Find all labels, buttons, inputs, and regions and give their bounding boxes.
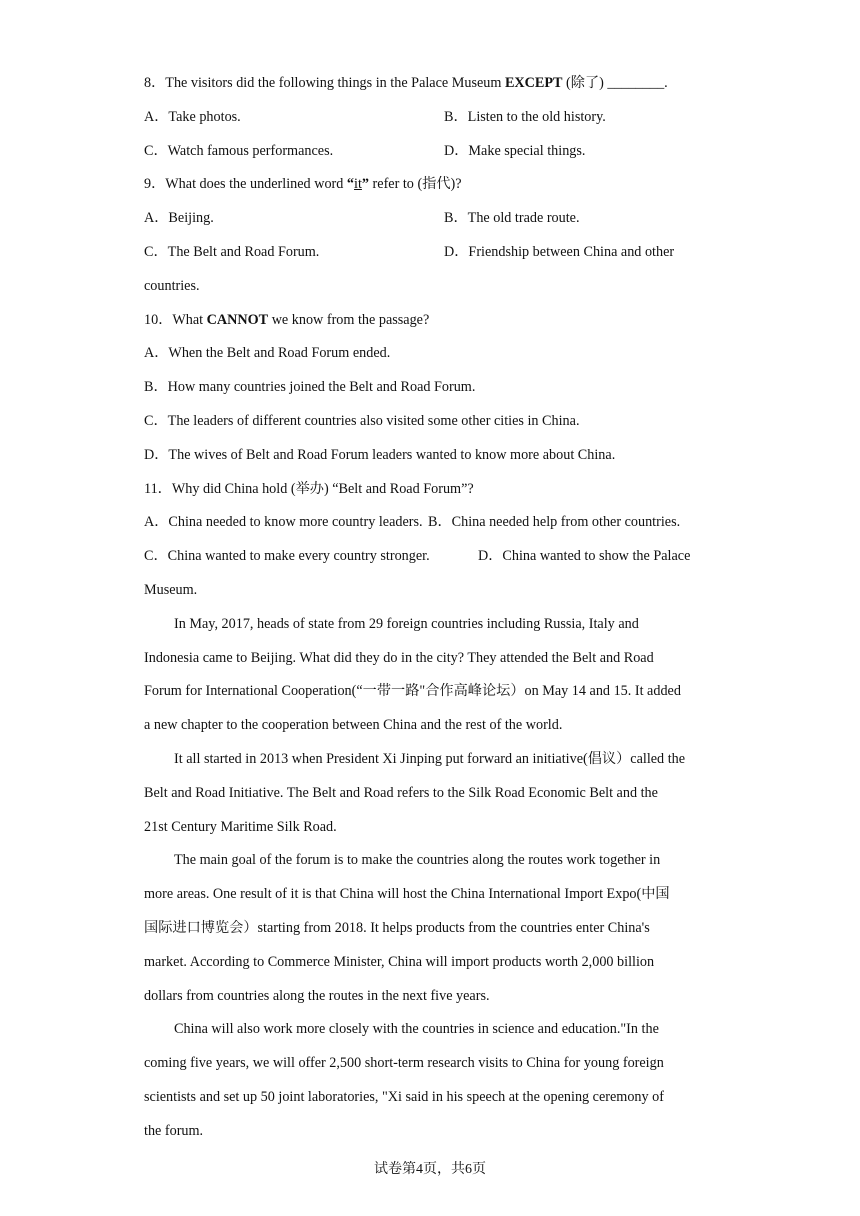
passage-line: 21st Century Maritime Silk Road. <box>144 819 337 835</box>
passage-line: In May, 2017, heads of state from 29 foreign countries including Russia, Italy and <box>174 616 639 632</box>
q10-stem-emphasis: CANNOT <box>206 312 269 328</box>
q10-option-a: A．When the Belt and Road Forum ended. <box>144 345 391 361</box>
q8-option-a: A．Take photos. <box>144 109 241 125</box>
question-11-stem: 11．Why did China hold (举办) “Belt and Road Forum”? <box>144 481 474 497</box>
passage-line: scientists and set up 50 joint laboratories, "Xi said in his speech at the opening ceremony of <box>144 1089 664 1105</box>
passage-line: It all started in 2013 when President Xi Jinping put forward an initiative(倡议）called the <box>174 751 686 767</box>
q10-stem-text-end: we know from the passage? <box>268 312 430 328</box>
q8-stem-text-end: (除了) ________. <box>562 75 668 91</box>
q10-option-b: B．How many countries joined the Belt and Road Forum. <box>144 379 476 395</box>
passage-line: 国际进口博览会）starting from 2018. It helps products from the countries enter China's <box>144 920 650 936</box>
q8-option-b: B．Listen to the old history. <box>444 109 606 125</box>
q8-option-c: C．Watch famous performances. <box>144 143 334 159</box>
q8-stem-text: 8．The visitors did the following things in the Palace Museum <box>144 75 505 91</box>
q9-stem-text-end: refer to (指代)? <box>369 176 462 192</box>
question-10-stem <box>144 310 429 330</box>
passage-line: more areas. One result of it is that China will host the China International Import Expo(中国 <box>144 886 670 902</box>
passage-line: Belt and Road Initiative. The Belt and Road refers to the Silk Road Economic Belt and the <box>144 785 658 801</box>
q10-option-d: D．The wives of Belt and Road Forum leaders wanted to know more about China. <box>144 447 616 463</box>
passage-line: The main goal of the forum is to make the countries along the routes work together in <box>174 852 661 868</box>
passage-line: coming five years, we will offer 2,500 short-term research visits to China for young foreign <box>144 1055 664 1071</box>
q9-close-quote: ” <box>361 176 369 192</box>
q9-open-quote: “ <box>346 176 355 192</box>
q9-underlined-word: it <box>354 176 362 192</box>
q8-option-d: D．Make special things. <box>444 143 586 159</box>
passage-line: the forum. <box>144 1123 204 1139</box>
passage-line: Forum for International Cooperation(“一带一路"合作高峰论坛）on May 14 and 15. It added <box>144 683 681 699</box>
q11-option-b: B．China needed help from other countries. <box>428 514 681 530</box>
q9-option-c: C．The Belt and Road Forum. <box>144 244 320 260</box>
page-footer: 试卷第4页，共6页 <box>374 1162 486 1177</box>
q11-option-d-continued: Museum. <box>144 582 198 598</box>
passage-line: a new chapter to the cooperation between China and the rest of the world. <box>144 717 563 733</box>
q10-option-c: C．The leaders of different countries also visited some other cities in China. <box>144 413 580 429</box>
passage-line: dollars from countries along the routes in the next five years. <box>144 988 490 1004</box>
q8-stem-emphasis: EXCEPT <box>504 75 563 91</box>
q9-stem-text: 9．What does the underlined word <box>144 176 347 192</box>
passage-line: Indonesia came to Beijing. What did they do in the city? They attended the Belt and Road <box>144 650 654 666</box>
question-9-stem <box>144 174 462 194</box>
q11-option-c: C．China wanted to make every country stronger. <box>144 548 430 564</box>
q11-option-d: D．China wanted to show the Palace <box>478 548 691 564</box>
q9-option-d-continued: countries. <box>144 278 200 294</box>
q11-option-a: A．China needed to know more country leaders. <box>144 514 423 530</box>
q9-option-b: B．The old trade route. <box>444 210 580 226</box>
passage-line: China will also work more closely with the countries in science and education."In the <box>174 1021 659 1037</box>
q9-option-a: A．Beijing. <box>144 210 214 226</box>
question-8-stem <box>144 73 668 93</box>
passage-line: market. According to Commerce Minister, China will import products worth 2,000 billion <box>144 954 655 970</box>
q10-stem-text: 10．What <box>144 312 207 328</box>
q9-option-d: D．Friendship between China and other <box>444 244 675 260</box>
